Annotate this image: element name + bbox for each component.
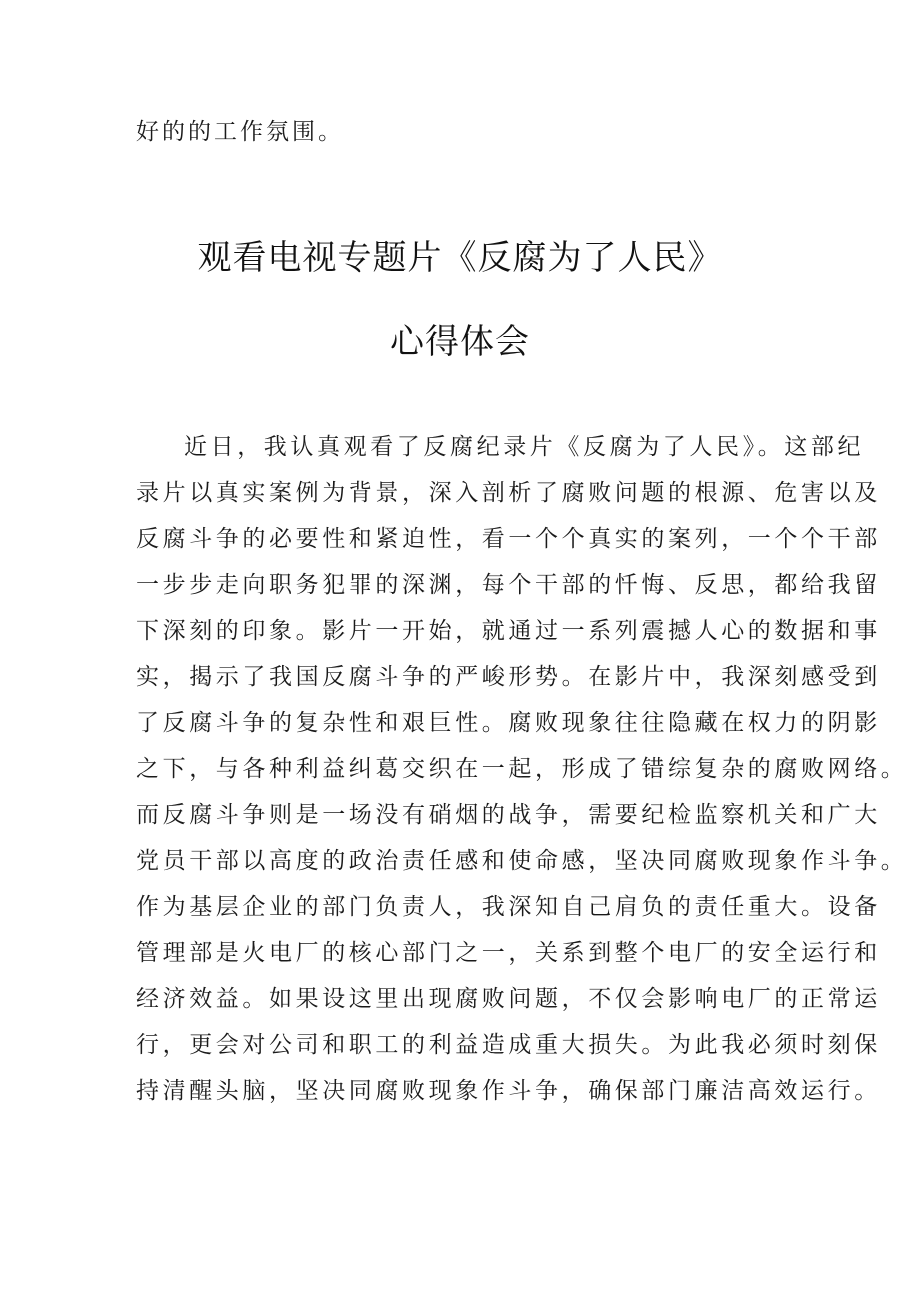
paragraph-line: 之下，与各种利益纠葛交织在一起，形成了错综复杂的腐败网络。	[136, 756, 908, 782]
paragraph-line: 经济效益。如果设这里出现腐败问题，不仅会影响电厂的正常运	[136, 986, 881, 1012]
paragraph-line: 近日，我认真观看了反腐纪录片《反腐为了人民》。这部纪	[184, 434, 865, 460]
paragraph-line: 持清醒头脑，坚决同腐败现象作斗争，确保部门廉洁高效运行。	[136, 1078, 881, 1104]
document-title: 观看电视专题片《反腐为了人民》	[197, 238, 723, 278]
paragraph-line: 行，更会对公司和职工的利益造成重大损失。为此我必须时刻保	[136, 1032, 881, 1058]
paragraph-line: 反腐斗争的必要性和紧迫性，看一个个真实的案列，一个个干部	[136, 526, 881, 552]
paragraph-line: 作为基层企业的部门负责人，我深知自己肩负的责任重大。设备	[136, 894, 881, 920]
paragraph-line: 了反腐斗争的复杂性和艰巨性。腐败现象往往隐藏在权力的阴影	[136, 710, 881, 736]
paragraph-line: 实，揭示了我国反腐斗争的严峻形势。在影片中，我深刻感受到	[136, 664, 881, 690]
carry-over-text: 好的的工作氛围。	[136, 119, 344, 145]
document-subtitle: 心得体会	[390, 322, 530, 362]
paragraph-line: 录片以真实案例为背景，深入剖析了腐败问题的根源、危害以及	[136, 480, 881, 506]
paragraph-line: 而反腐斗争则是一场没有硝烟的战争，需要纪检监察机关和广大	[136, 802, 881, 828]
body-paragraph	[136, 424, 908, 1114]
paragraph-line: 党员干部以高度的政治责任感和使命感，坚决同腐败现象作斗争。	[136, 848, 908, 874]
paragraph-line: 下深刻的印象。影片一开始，就通过一系列震撼人心的数据和事	[136, 618, 881, 644]
paragraph-line: 管理部是火电厂的核心部门之一，关系到整个电厂的安全运行和	[136, 940, 881, 966]
paragraph-line: 一步步走向职务犯罪的深渊，每个干部的忏悔、反思，都给我留	[136, 572, 881, 598]
